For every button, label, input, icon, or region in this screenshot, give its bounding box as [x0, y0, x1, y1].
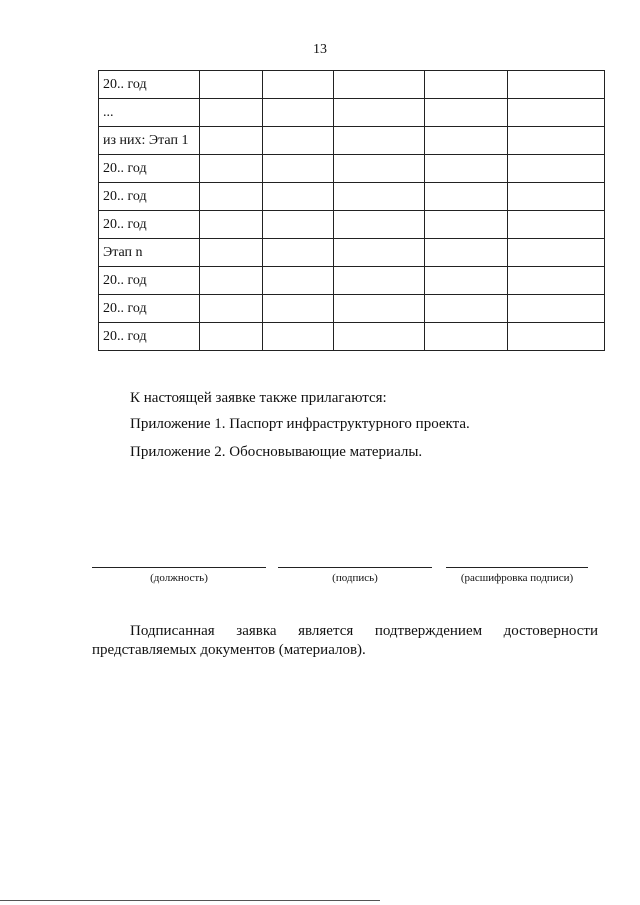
attachments-intro: К настоящей заявке также прилагаются:	[130, 390, 387, 406]
table-cell	[263, 211, 334, 239]
closing-word: является	[298, 623, 354, 639]
table-cell	[425, 323, 508, 351]
row-label: Этап n	[99, 239, 200, 267]
row-label: 20.. год	[99, 267, 200, 295]
page-number: 13	[313, 42, 327, 57]
table-cell	[425, 71, 508, 99]
table-cell	[200, 211, 263, 239]
table-cell	[263, 323, 334, 351]
table-cell	[508, 183, 605, 211]
table-cell	[263, 127, 334, 155]
table-cell	[508, 323, 605, 351]
table-cell	[200, 99, 263, 127]
row-label: 20.. год	[99, 71, 200, 99]
decoding-caption: (расшифровка подписи)	[460, 572, 574, 584]
table-cell	[334, 267, 425, 295]
table-cell	[200, 239, 263, 267]
position-caption: (должность)	[150, 572, 208, 584]
table-cell	[263, 295, 334, 323]
row-label: 20.. год	[99, 323, 200, 351]
table-cell	[200, 323, 263, 351]
row-label: 20.. год	[99, 155, 200, 183]
table-cell	[263, 267, 334, 295]
table-row	[99, 155, 605, 183]
signature-caption: (подпись)	[332, 572, 378, 584]
signature-line	[278, 567, 432, 568]
table-cell	[334, 323, 425, 351]
stages-table	[98, 70, 605, 351]
table-row	[99, 99, 605, 127]
table-cell	[200, 127, 263, 155]
table-row	[99, 71, 605, 99]
closing-line-1	[92, 622, 598, 641]
table-cell	[200, 295, 263, 323]
position-line	[92, 567, 266, 568]
table-cell	[508, 71, 605, 99]
table-cell	[334, 99, 425, 127]
closing-word: Подписанная	[130, 623, 215, 639]
table-cell	[425, 127, 508, 155]
table-cell	[508, 99, 605, 127]
table-cell	[425, 183, 508, 211]
row-label: ...	[99, 99, 200, 127]
row-label: из них: Этап 1	[99, 127, 200, 155]
table-cell	[334, 239, 425, 267]
table-cell	[200, 267, 263, 295]
table-cell	[263, 71, 334, 99]
table-cell	[334, 155, 425, 183]
table-row	[99, 127, 605, 155]
table-cell	[263, 239, 334, 267]
table-cell	[334, 127, 425, 155]
table-cell	[334, 71, 425, 99]
table-cell	[334, 211, 425, 239]
footer-divider	[0, 900, 380, 901]
table-cell	[425, 239, 508, 267]
table-row	[99, 183, 605, 211]
table-cell	[200, 71, 263, 99]
table-row	[99, 295, 605, 323]
table-cell	[425, 211, 508, 239]
table-cell	[508, 267, 605, 295]
table-cell	[200, 155, 263, 183]
table-cell	[508, 211, 605, 239]
table-cell	[508, 239, 605, 267]
closing-word: подтверждением	[374, 623, 483, 639]
table-cell	[334, 183, 425, 211]
row-label: 20.. год	[99, 211, 200, 239]
row-label: 20.. год	[99, 183, 200, 211]
table-cell	[425, 295, 508, 323]
table-row	[99, 211, 605, 239]
table-row	[99, 323, 605, 351]
closing-word: достоверности	[503, 623, 598, 639]
table-cell	[200, 183, 263, 211]
closing-word: заявка	[236, 623, 277, 639]
table-cell	[425, 99, 508, 127]
decoding-line	[446, 567, 588, 568]
attachment-item-1: Приложение 1. Паспорт инфраструктурного проекта.	[130, 416, 470, 432]
table-cell	[425, 155, 508, 183]
table-cell	[263, 155, 334, 183]
closing-line-2: представляемых документов (материалов).	[92, 642, 366, 658]
table-cell	[263, 183, 334, 211]
closing-paragraph	[92, 622, 598, 660]
table-cell	[425, 267, 508, 295]
row-label: 20.. год	[99, 295, 200, 323]
table-row	[99, 267, 605, 295]
table-cell	[263, 99, 334, 127]
table-cell	[508, 295, 605, 323]
table-cell	[508, 127, 605, 155]
table-cell	[508, 155, 605, 183]
attachment-item-2: Приложение 2. Обосновывающие материалы.	[130, 444, 423, 460]
table-row	[99, 239, 605, 267]
table-cell	[334, 295, 425, 323]
